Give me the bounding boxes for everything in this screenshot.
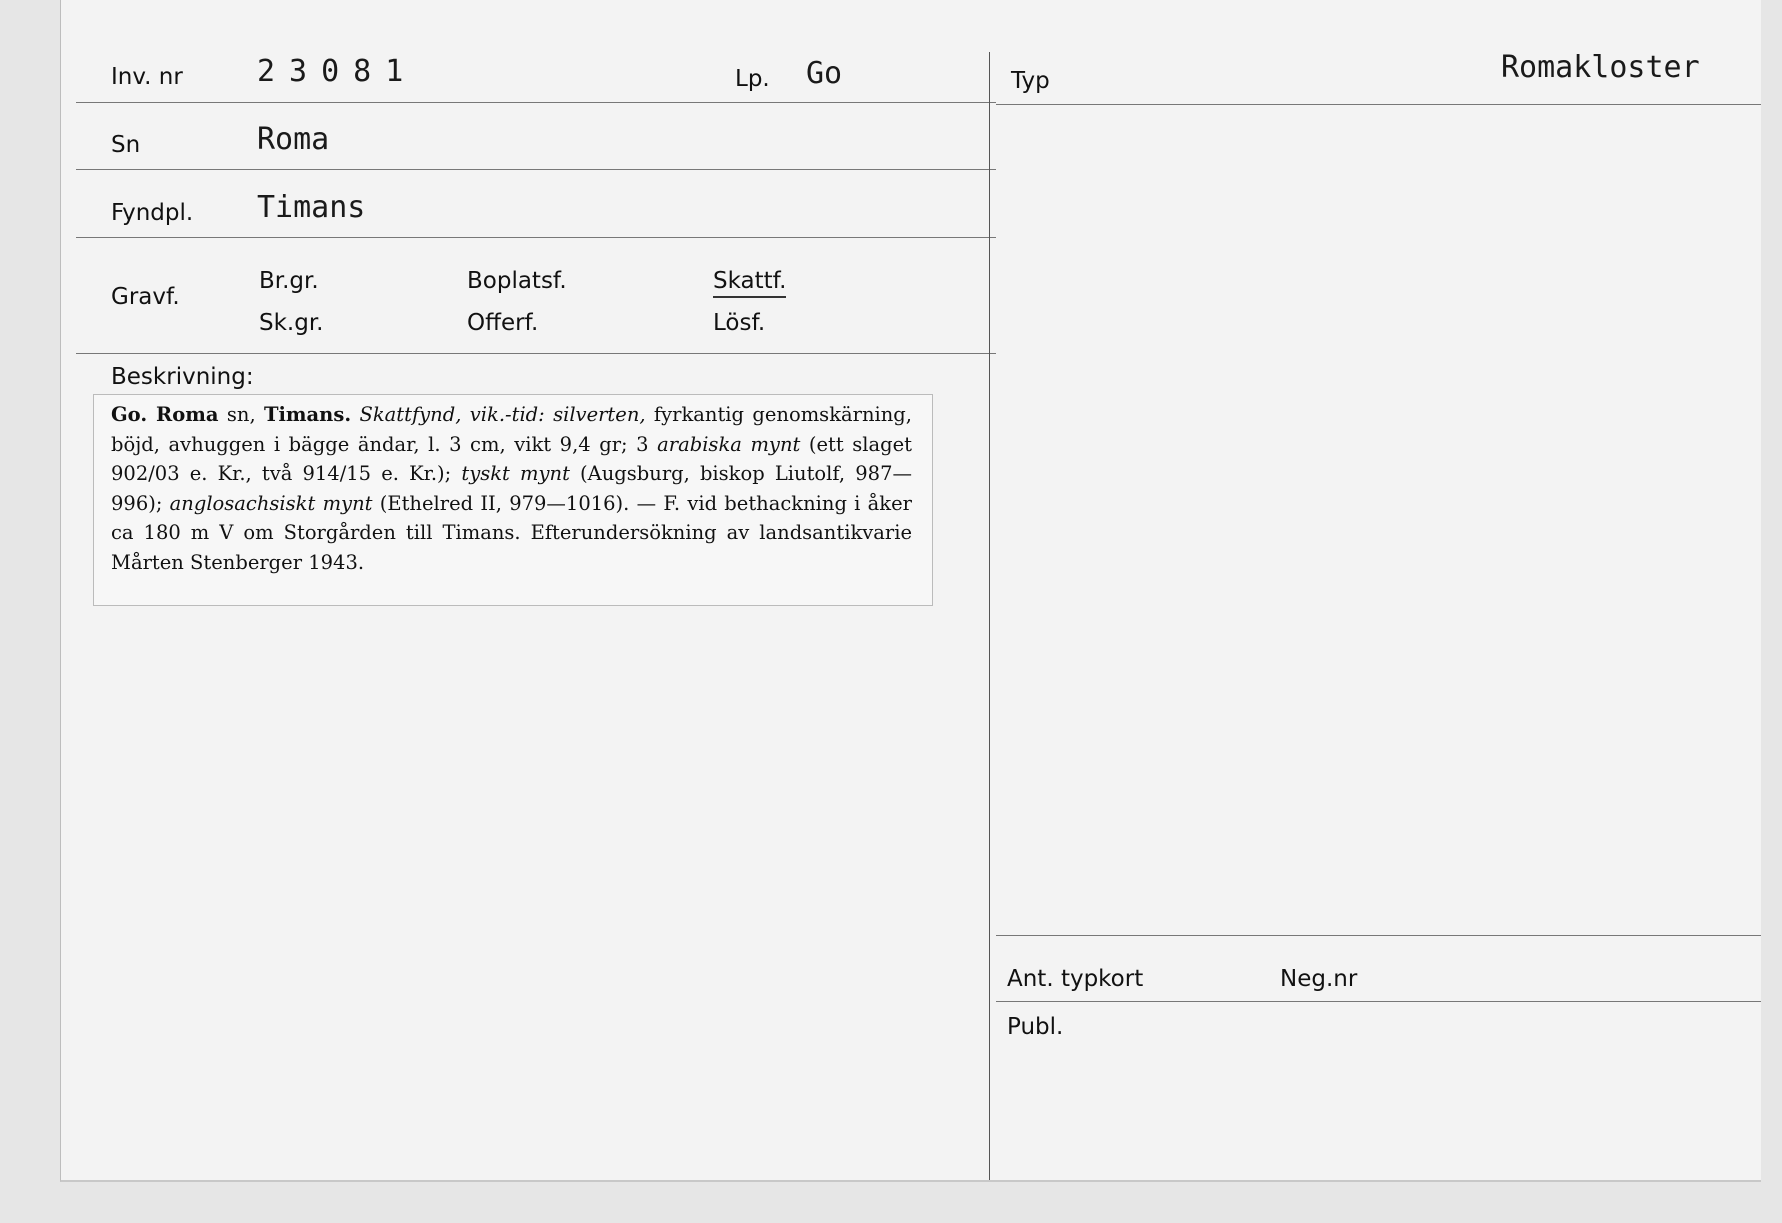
column-divider	[989, 52, 990, 1180]
lp-value: Go	[806, 56, 843, 91]
description-text: (Ethelred II, 979—1016). — F. vid bethackning i åker ca 180 m V om Storgården till Timans. Efterundersökning av landsantikvarie Mårten Stenberger 1943.	[111, 491, 912, 574]
skattf-option-selected: Skattf.	[713, 268, 786, 298]
gravf-label: Gravf.	[111, 284, 180, 310]
brgr-option: Br.gr.	[259, 268, 319, 294]
ant-typkort-label: Ant. typkort	[1007, 966, 1144, 992]
description-text: sn,	[218, 403, 264, 426]
publ-label: Publ.	[1007, 1014, 1064, 1040]
description-text: (ett slaget 902/03 e. Kr., två 914/15 e. Kr.);	[111, 432, 913, 485]
sn-label: Sn	[111, 132, 141, 158]
description-clipping	[93, 394, 933, 606]
divider	[996, 935, 1761, 936]
divider	[996, 104, 1761, 105]
offerf-option: Offerf.	[467, 310, 539, 336]
divider	[996, 1001, 1761, 1002]
divider	[76, 102, 996, 103]
description-text: fyrkantig genomskärning, böjd, avhuggen i bägge ändar, l. 3 cm, vikt 9,4 gr; 3	[111, 403, 912, 456]
description-text: tyskt mynt	[461, 462, 570, 485]
typ-value: Romakloster	[1501, 50, 1700, 85]
skgr-option: Sk.gr.	[259, 310, 324, 336]
description-text: Go. Roma	[111, 403, 219, 426]
divider	[76, 169, 996, 170]
fyndpl-value: Timans	[257, 190, 366, 225]
description-text: (Augsburg, biskop Liutolf, 987—996);	[111, 462, 912, 515]
losf-option: Lösf.	[713, 310, 766, 336]
sn-value: Roma	[257, 122, 330, 157]
description-text: Skattfynd, vik.-tid: silverten,	[359, 403, 646, 426]
description-text: Timans.	[263, 403, 352, 426]
boplatsf-option: Boplatsf.	[467, 268, 567, 294]
description-text: arabiska mynt	[657, 432, 801, 456]
beskrivning-label: Beskrivning:	[111, 364, 254, 390]
divider	[76, 353, 996, 354]
inv-nr-value: 23081	[257, 54, 418, 89]
description-text: anglosachsiskt mynt	[169, 491, 373, 515]
divider	[76, 237, 996, 238]
lp-label: Lp.	[735, 66, 770, 92]
neg-nr-label: Neg.nr	[1280, 966, 1358, 992]
fyndpl-label: Fyndpl.	[111, 200, 194, 226]
inv-nr-label: Inv. nr	[111, 64, 183, 90]
typ-label: Typ	[1011, 68, 1050, 94]
